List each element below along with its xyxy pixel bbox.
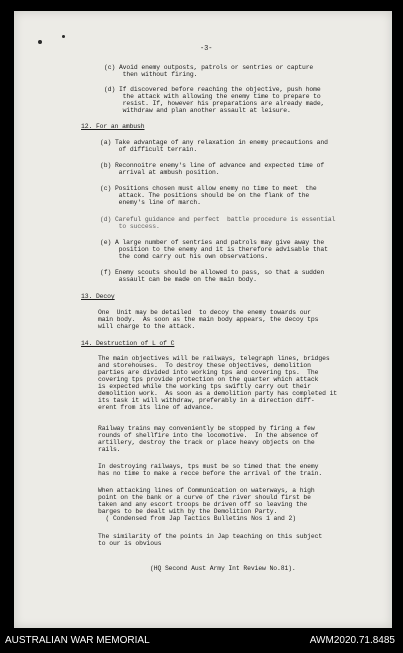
text-line: to our is obvious — [98, 540, 162, 547]
text-line: the attack with allowing the enemy time to prepare to — [104, 93, 321, 100]
text-line: One Unit may be detailed to decoy the enemy towards our — [98, 309, 311, 316]
text-line: The similarity of the points in Jap teaching on this subject — [98, 533, 323, 540]
section-heading-14: 14. Destruction of L of C — [81, 340, 175, 347]
footer-institution: AUSTRALIAN WAR MEMORIAL — [5, 635, 150, 646]
text-line: is expected while the working tps swiftly carry out their — [98, 383, 311, 390]
document-page — [14, 11, 392, 628]
text-line: of difficult terrain. — [100, 146, 198, 153]
text-line: the comd carry out his own observations. — [100, 253, 269, 260]
text-line: Railway trains may conveniently be stopped by firing a few — [98, 425, 315, 432]
text-line: (e) A large number of sentries and patrols may give away the — [100, 239, 325, 246]
text-line: ( Condensed from Jap Tactics Bulletins Nos 1 and 2) — [98, 515, 296, 522]
text-line: covering tps provide protection on the quarter which attack — [98, 376, 319, 383]
text-line: When attacking lines of Communication on waterways, a high — [98, 487, 315, 494]
section-heading-12: 12. For an ambush — [81, 123, 145, 130]
text-line: (c) Positions chosen must allow enemy no time to meet the — [100, 185, 317, 192]
punch-hole — [38, 40, 42, 44]
text-line: taken and any escort troops be driven off so leaving the — [98, 501, 308, 508]
text-line: The main objectives will be railways, telegraph lines, bridges — [98, 355, 330, 362]
text-line: rounds of shellfire into the locomotive. In the absence of — [98, 432, 319, 439]
footer-accession-number: AWM2020.71.8485 — [309, 635, 395, 646]
text-line: rails. — [98, 446, 121, 453]
text-line: resist. If, however his preparations are already made, — [104, 100, 325, 107]
section-heading-13: 13. Decoy — [81, 293, 115, 300]
text-line: arrival at ambush position. — [100, 169, 220, 176]
text-line: artillery, destroy the track or place heavy objects on the — [98, 439, 315, 446]
text-line: demolition work. As soon as a demolition party has completed it — [98, 390, 338, 397]
text-line: to success. — [100, 223, 160, 230]
text-line: attack. The positions should be on the flank of the — [100, 192, 310, 199]
text-line: parties are divided into working tps and covering tps. The — [98, 369, 319, 376]
text-line: (f) Enemy scouts should be allowed to pass, so that a sudden — [100, 269, 325, 276]
text-line: withdraw and plan another assault at leisure. — [104, 107, 291, 114]
text-line: and storehouses. To destroy these objectives, demolition — [98, 362, 311, 369]
text-line: position to the enemy and it is therefore advisable that — [100, 246, 328, 253]
text-line: barges to be dealt with by the Demolition Party. — [98, 508, 278, 515]
text-line: In destroying railways, tps must be so timed that the enemy — [98, 463, 319, 470]
footer-bar — [0, 628, 403, 653]
text-line: main body. As soon as the main body appears, the decoy tps — [98, 316, 319, 323]
text-line: erent from its line of advance. — [98, 404, 214, 411]
text-line: (c) Avoid enemy outposts, patrols or sentries or capture — [104, 64, 314, 71]
text-line: its task it will withdraw, preferably in a direction diff- — [98, 397, 315, 404]
text-line: assault can be made on the main body. — [100, 276, 257, 283]
text-line: (b) Reconnoitre enemy's line of advance and expected time of — [100, 162, 325, 169]
text-line: (d) If discovered before reaching the objective, push home — [104, 86, 321, 93]
punch-hole — [62, 35, 65, 38]
text-line: point on the bank or a curve of the river should first be — [98, 494, 311, 501]
text-line: has no time to make a recce before the arrival of the train. — [98, 470, 323, 477]
text-line: (d) Careful guidance and perfect battle procedure is essential — [100, 216, 336, 223]
text-line: (a) Take advantage of any relaxation in enemy precautions and — [100, 139, 328, 146]
source-citation: (HQ Second Aust Army Int Review No.81). — [150, 565, 296, 572]
text-line: enemy's line of march. — [100, 199, 201, 206]
text-line: will charge to the attack. — [98, 323, 196, 330]
text-line: then without firing. — [104, 71, 198, 78]
page-number: -3- — [200, 45, 213, 53]
